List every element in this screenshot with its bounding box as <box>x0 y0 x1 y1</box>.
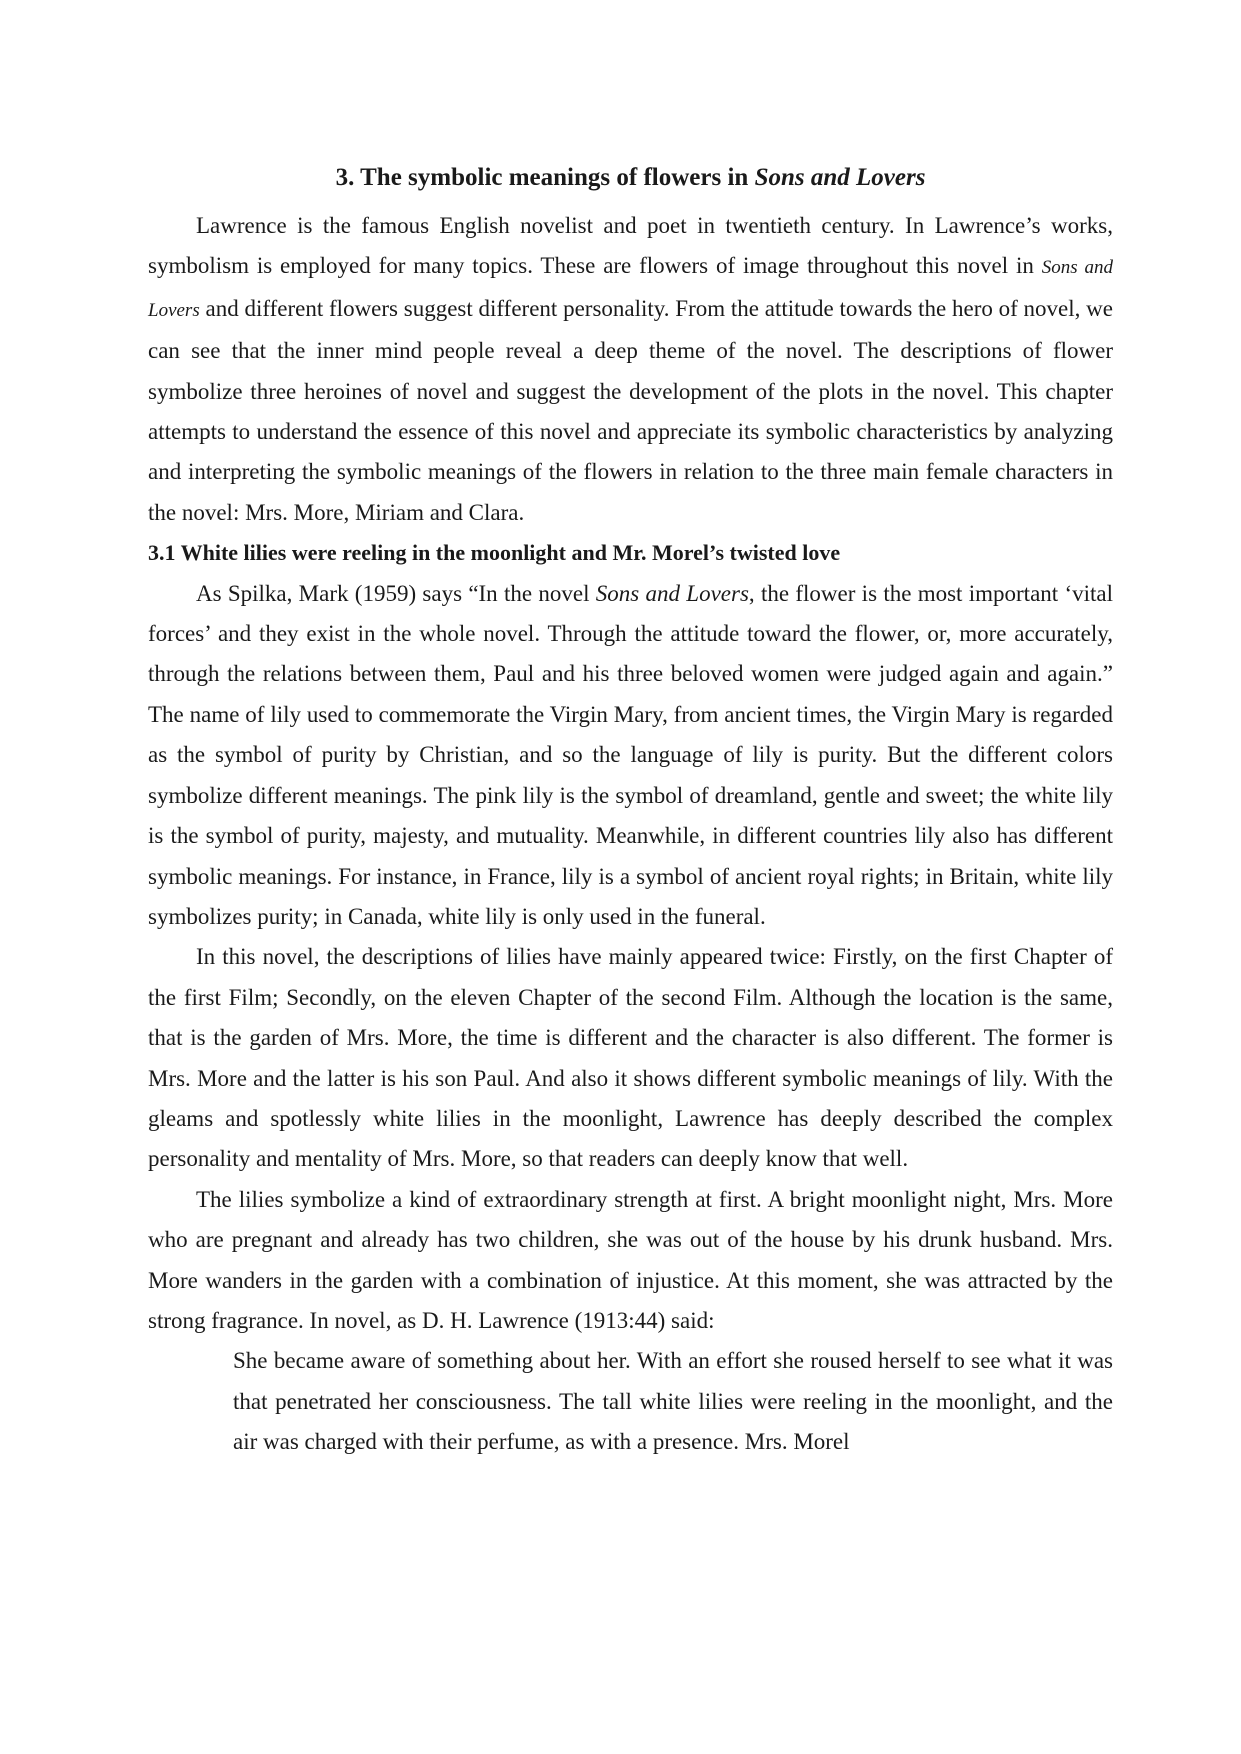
paragraph-spilka: As Spilka, Mark (1959) says “In the novel Sons and Lovers, the flower is the most important ‘vital forces’ and they exist in the whole novel. Through the attitude toward the flower, or, more accurately, through the relations between them, Paul and his three beloved women were judged again and again.” The name of lily used to commemorate the Virgin Mary, from ancient times, the Virgin Mary is regarded as the symbol of purity by Christian, and so the language of lily is purity. But the different colors symbolize different meanings. The pink lily is the symbol of dreamland, gentle and sweet; the white lily is the symbol of purity, majesty, and mutuality. Meanwhile, in different countries lily also has different symbolic meanings. For instance, in France, lily is a symbol of ancient royal rights; in Britain, white lily symbolizes purity; in Canada, white lily is only used in the funeral. <box>148 580 1113 929</box>
subsection-heading: 3.1 White lilies were reeling in the moonlight and Mr. Morel’s twisted love <box>148 540 841 566</box>
book-title-inline: Sons and Lovers <box>148 257 1113 321</box>
paragraph-lilies-strength: The lilies symbolize a kind of extraordinary strength at first. A bright moonlight night, Mrs. More who are pregnant and already has two children, she was out of the house by his drunk husband. Mrs. More wanders in the garden with a combination of injustice. At this moment, she was attracted by the strong fragrance. In novel, as D. H. Lawrence (1913:44) said: <box>148 1186 1113 1333</box>
paragraph-lilies-twice: In this novel, the descriptions of lilies have mainly appeared twice: Firstly, on the first Chapter of the first Film; Secondly, on the eleven Chapter of the second Film. Although the location is the same, that is the garden of Mrs. More, the time is different and the character is also different. The former is Mrs. More and the latter is his son Paul. And also it shows different symbolic meanings of lily. With the gleams and spotlessly white lilies in the moonlight, Lawrence has deeply described the complex personality and mentality of Mrs. More, so that readers can deeply know that well. <box>148 944 1113 1172</box>
block-quote <box>233 1341 1113 1462</box>
heading-book-title: Sons and Lovers <box>754 164 926 191</box>
section-heading: 3. The symbolic meanings of flowers in Sons and Lovers <box>335 164 926 191</box>
paragraph-intro: Lawrence is the famous English novelist and poet in twentieth century. In Lawrence’s works, symbolism is employed for many topics. These are flowers of image throughout this novel in Sons and Lovers and different flowers suggest different personality. From the attitude towards the hero of novel, we can see that the inner mind people reveal a deep theme of the novel. The descriptions of flower symbolize three heroines of novel and suggest the development of the plots in the novel. This chapter attempts to understand the essence of this novel and appreciate its symbolic characteristics by analyzing and interpreting the symbolic meanings of the flowers in relation to the three main female characters in the novel: Mrs. More, Miriam and Clara. <box>148 213 1113 525</box>
quote-text: She became aware of something about her. With an effort she roused herself to see what it was that penetrated her consciousness. The tall white lilies were reeling in the moonlight, and the air was charged with their perfume, as with a presence. Mrs. Morel <box>233 1348 1113 1455</box>
document-page <box>148 158 1113 1463</box>
book-title-inline: Sons and Lovers <box>595 580 749 606</box>
